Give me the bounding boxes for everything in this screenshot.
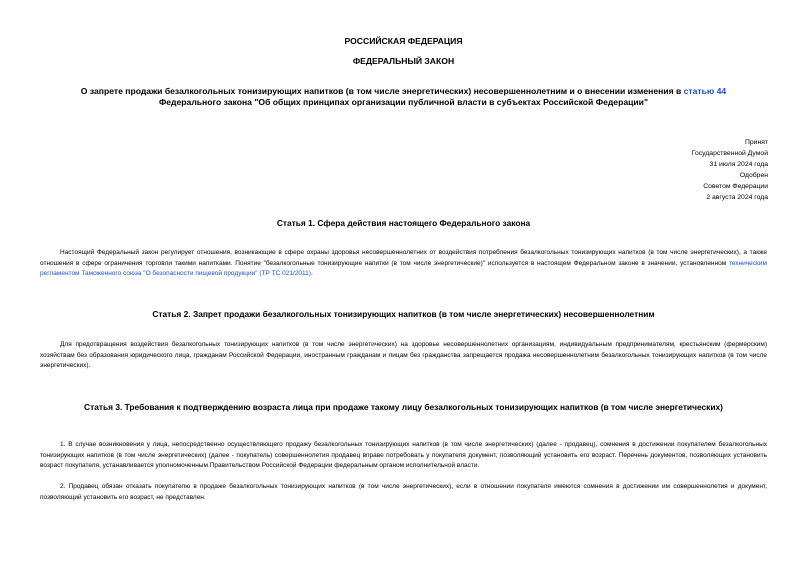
article-2-paragraph: Для предотвращения воздействия безалкогольных тонизирующих напитков (в том числе энергетических) на здоровье несовершеннолетних организациям, индивидуальным предпринимателям, крестьянским (фермерским) хозяйствам без образования юридического лица, гражданам Российской Федерации, иностранным гражданам и лицам без гражданства запрещается продажа несовершеннолетним безалкогольных тонизирующих напитков (в том числе энергетических). bbox=[40, 341, 767, 369]
article-1-text: Настоящий Федеральный закон регулирует отношения, возникающие в сфере охраны здоровья несовершеннолетних от воздействия потребления безалкогольных тонизирующих напитков (в том числе энергетических), а также отношения в сфере ограничения торговли такими напитками. Понятие "безалкогольные тонизирующие напитки (в том числе энергетические)" используется в настоящем Федеральном законе в значении, установленном bbox=[40, 249, 767, 267]
article-1-text-end: . bbox=[310, 270, 313, 277]
adoption-line: Принят bbox=[744, 139, 768, 146]
adoption-line: 31 июля 2024 года bbox=[709, 161, 768, 168]
law-title-part1: О запрете продажи безалкогольных тонизирующих напитков (в том числе энергетических) несовершеннолетним и о внесении изменения в bbox=[80, 86, 684, 96]
doc-type-heading: ФЕДЕРАЛЬНЫЙ ЗАКОН bbox=[352, 56, 455, 66]
article-1-paragraph bbox=[40, 248, 767, 280]
article-1-title: Статья 1. Сфера действия настоящего Федерального закона bbox=[276, 218, 531, 228]
article-3-title: Статья 3. Требования к подтверждению возраста лица при продаже такому лицу безалкогольных тонизирующих напитков (в том числе энергетических) bbox=[84, 402, 723, 412]
article-44-link[interactable]: статью 44 bbox=[683, 86, 727, 96]
adoption-block bbox=[600, 137, 768, 203]
adoption-line: Одобрен bbox=[739, 172, 768, 179]
article-2-title: Статья 2. Запрет продажи безалкогольных тонизирующих напитков (в том числе энергетических) несовершеннолетним bbox=[152, 309, 655, 319]
adoption-line: Советом Федерации bbox=[703, 183, 768, 190]
tr-ts-link[interactable]: техническим регламентом Таможенного союза "О безопасности пищевой продукции" (ТР ТС 021/2011) bbox=[40, 259, 767, 277]
law-title bbox=[40, 86, 767, 108]
law-title-part2: Федерального закона "Об общих принципах организации публичной власти в субъектах Российской Федерации" bbox=[158, 97, 649, 107]
article-3-paragraph-1: 1. В случае возникновения у лица, непосредственно осуществляющего продажу безалкогольных тонизирующих напитков (в том числе энергетических) (далее - продавец), сомнения в достижении покупателем безалкогольных тонизирующих напитков (в том числе энергетических) (далее - покупатель) совершеннолетия продавец вправе потребовать у покупателя документ, позволяющий установить его возраст. Перечень документов, позволяющих установить возраст покупателя, устанавливается уполномоченным Правительством Российской Федерации федеральным органом исполнительной власти. bbox=[40, 441, 767, 469]
adoption-line: Государственной Думой bbox=[691, 150, 768, 157]
article-3-paragraph-2: 2. Продавец обязан отказать покупателю в продаже безалкогольных тонизирующих напитков (в том числе энергетических), если в отношении покупателя имеются сомнения в достижении им совершеннолетия и документ, позволяющий установить его возраст, не представлен. bbox=[40, 483, 767, 501]
adoption-line: 2 августа 2024 года bbox=[706, 194, 768, 201]
country-heading: РОССИЙСКАЯ ФЕДЕРАЦИЯ bbox=[344, 36, 463, 46]
